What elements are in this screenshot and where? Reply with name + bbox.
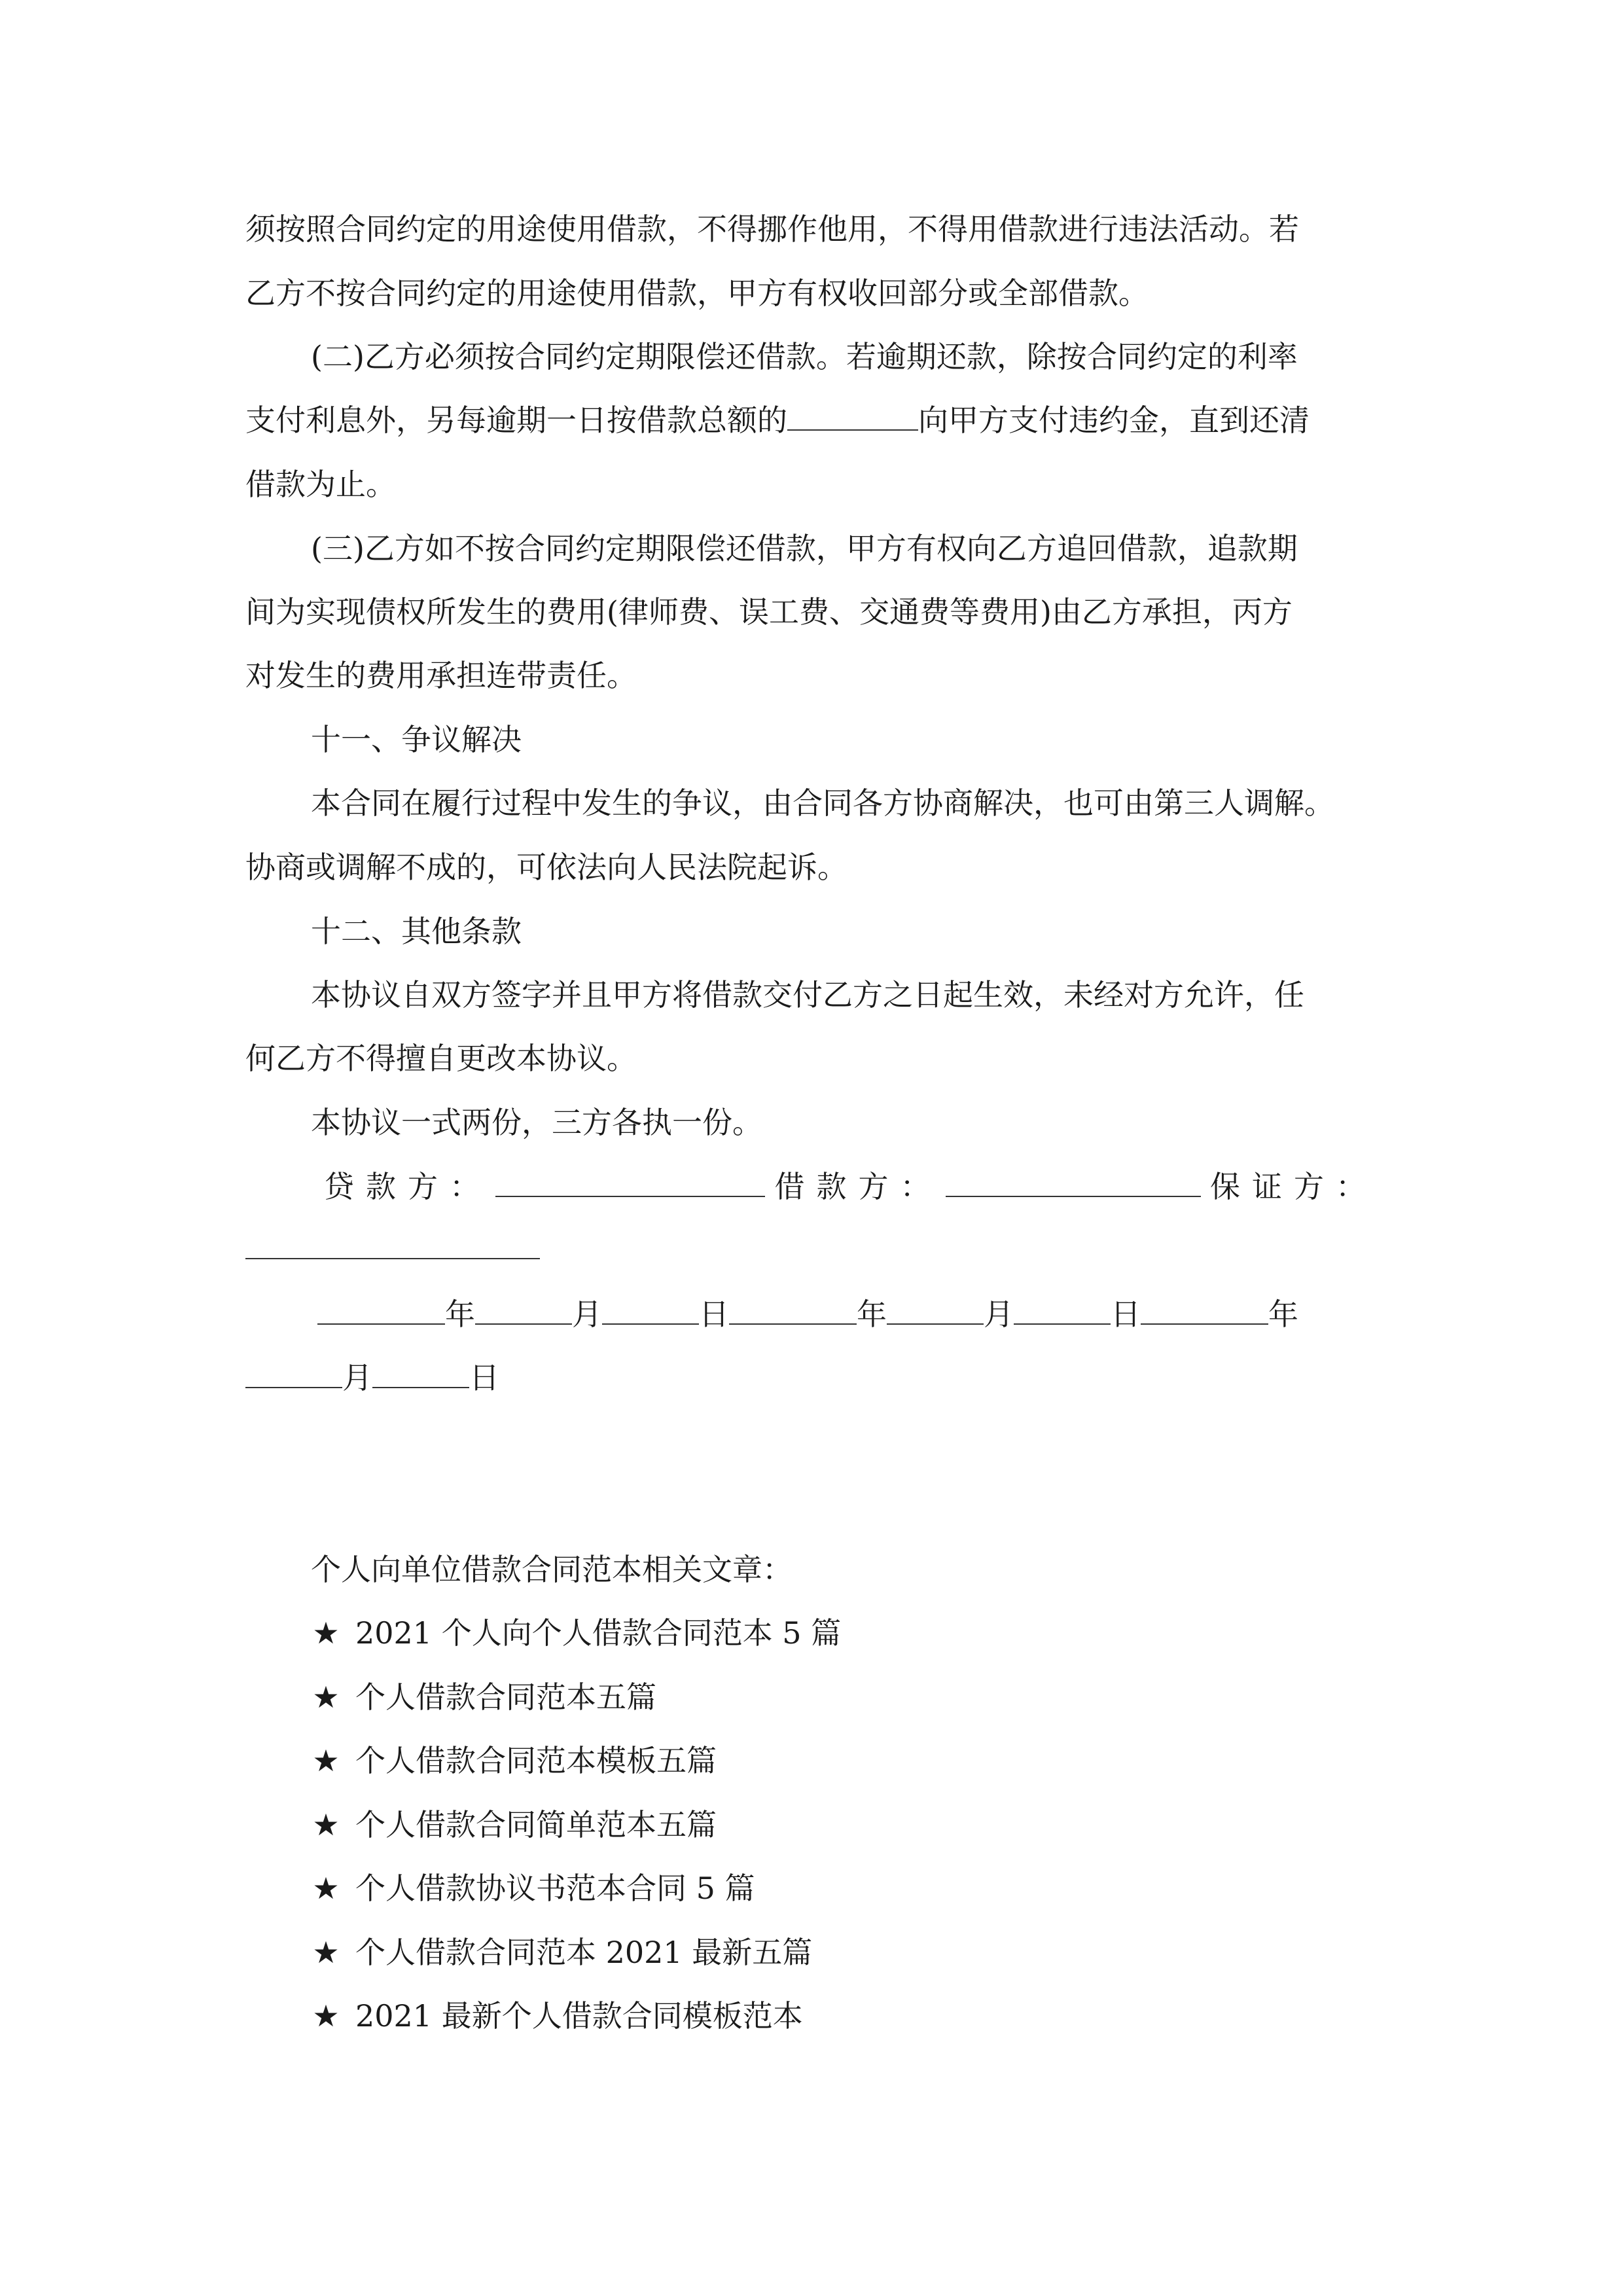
section-heading-text: 十一、争议解决 (311, 722, 522, 757)
related-link-item[interactable] (311, 1741, 717, 1780)
day-label: 日 (1111, 1297, 1141, 1332)
month-label: 月 (342, 1360, 372, 1395)
year-label: 年 (857, 1297, 887, 1332)
month-label: 月 (984, 1297, 1014, 1332)
paragraph-line (245, 848, 847, 887)
related-link[interactable]: 个人借款合同范本五篇 (355, 1679, 656, 1715)
paragraph-text: 乙方不按合同约定的用途使用借款，甲方有权收回部分或全部借款。 (245, 276, 1149, 311)
date-month-blank[interactable] (887, 1297, 984, 1325)
guarantor-label: 保证方： (1210, 1169, 1378, 1204)
related-link[interactable]: 个人借款合同范本 2021 最新五篇 (355, 1935, 813, 1970)
related-link-item[interactable] (311, 1677, 656, 1717)
paragraph-text: 本合同在履行过程中发生的争议，由合同各方协商解决，也可由第三人调解。 (311, 785, 1334, 821)
year-label: 年 (1268, 1297, 1298, 1332)
related-link-item[interactable] (311, 1996, 803, 2036)
section-heading (311, 720, 522, 759)
star-icon: ★ (312, 1679, 340, 1715)
date-day-blank[interactable] (372, 1361, 469, 1388)
paragraph-line (245, 274, 1149, 313)
paragraph-text: 本协议一式两份，三方各执一份。 (311, 1105, 762, 1140)
paragraph-line (245, 1039, 637, 1078)
paragraph-line (311, 337, 1298, 376)
paragraph-text: 协商或调解不成的，可依法向人民法院起诉。 (245, 850, 847, 885)
date-month-blank[interactable] (245, 1361, 342, 1388)
section-heading (311, 912, 522, 951)
penalty-rate-blank[interactable] (787, 403, 918, 431)
star-icon: ★ (312, 1935, 340, 1970)
signature-row (324, 1167, 1378, 1206)
paragraph-line (245, 209, 1378, 249)
month-label: 月 (572, 1297, 602, 1332)
related-link[interactable]: 2021 个人向个人借款合同范本 5 篇 (355, 1615, 842, 1651)
related-link[interactable]: 个人借款合同范本模板五篇 (355, 1743, 717, 1778)
lender-label: 贷款方： (324, 1169, 491, 1204)
star-icon: ★ (312, 1871, 340, 1906)
related-link[interactable]: 2021 最新个人借款合同模板范本 (355, 1998, 803, 2034)
paragraph-line (311, 975, 1304, 1014)
paragraph-text: 对发生的费用承担连带责任。 (245, 658, 637, 693)
paragraph-line (245, 401, 1310, 440)
borrower-label: 借款方： (774, 1169, 942, 1204)
date-row (317, 1295, 1298, 1334)
date-month-blank[interactable] (475, 1297, 572, 1325)
star-icon: ★ (312, 1807, 340, 1842)
related-link-item[interactable] (311, 1869, 755, 1908)
lender-signature-blank[interactable] (495, 1168, 765, 1197)
paragraph-text: 支付利息外，另每逾期一日按借款总额的 (245, 403, 787, 438)
day-label: 日 (699, 1297, 729, 1332)
date-row (245, 1358, 499, 1397)
date-year-blank[interactable] (1141, 1297, 1268, 1325)
paragraph-line (245, 656, 637, 695)
related-heading (311, 1550, 793, 1589)
paragraph-line (245, 465, 396, 504)
paragraph-text: (二)乙方必须按合同约定期限偿还借款。若逾期还款，除按合同约定的利率 (311, 339, 1298, 374)
related-link-item[interactable] (311, 1933, 812, 1972)
section-heading-text: 十二、其他条款 (311, 914, 522, 949)
related-link[interactable]: 个人借款合同简单范本五篇 (355, 1807, 717, 1842)
day-label: 日 (469, 1360, 499, 1395)
paragraph-text: 须按照合同约定的用途使用借款，不得挪作他用，不得用借款进行违法活动。若 (245, 211, 1299, 247)
guarantor-signature-blank[interactable] (245, 1258, 540, 1259)
star-icon: ★ (312, 1743, 340, 1778)
paragraph-text: 向甲方支付违约金，直到还清 (918, 403, 1310, 438)
paragraph-text: 间为实现债权所发生的费用(律师费、误工费、交通费等费用)由乙方承担，丙方 (245, 594, 1293, 630)
paragraph-line (311, 529, 1298, 568)
date-day-blank[interactable] (1014, 1297, 1111, 1325)
star-icon: ★ (312, 1615, 340, 1651)
date-day-blank[interactable] (602, 1297, 699, 1325)
paragraph-text: 借款为止。 (245, 467, 396, 502)
related-link[interactable]: 个人借款协议书范本合同 5 篇 (355, 1871, 755, 1906)
borrower-signature-blank[interactable] (946, 1168, 1201, 1197)
paragraph-text: (三)乙方如不按合同约定期限偿还借款，甲方有权向乙方追回借款，追款期 (311, 531, 1298, 566)
related-link-item[interactable] (311, 1613, 841, 1653)
related-heading-text: 个人向单位借款合同范本相关文章： (311, 1552, 793, 1587)
paragraph-line (311, 1103, 762, 1142)
paragraph-text: 何乙方不得擅自更改本协议。 (245, 1041, 637, 1076)
related-link-item[interactable] (311, 1805, 717, 1844)
date-year-blank[interactable] (317, 1297, 445, 1325)
date-year-blank[interactable] (729, 1297, 857, 1325)
star-icon: ★ (312, 1998, 340, 2034)
paragraph-line (245, 592, 1293, 632)
paragraph-text: 本协议自双方签字并且甲方将借款交付乙方之日起生效，未经对方允许，任 (311, 977, 1304, 1013)
paragraph-line (311, 783, 1334, 823)
year-label: 年 (445, 1297, 475, 1332)
